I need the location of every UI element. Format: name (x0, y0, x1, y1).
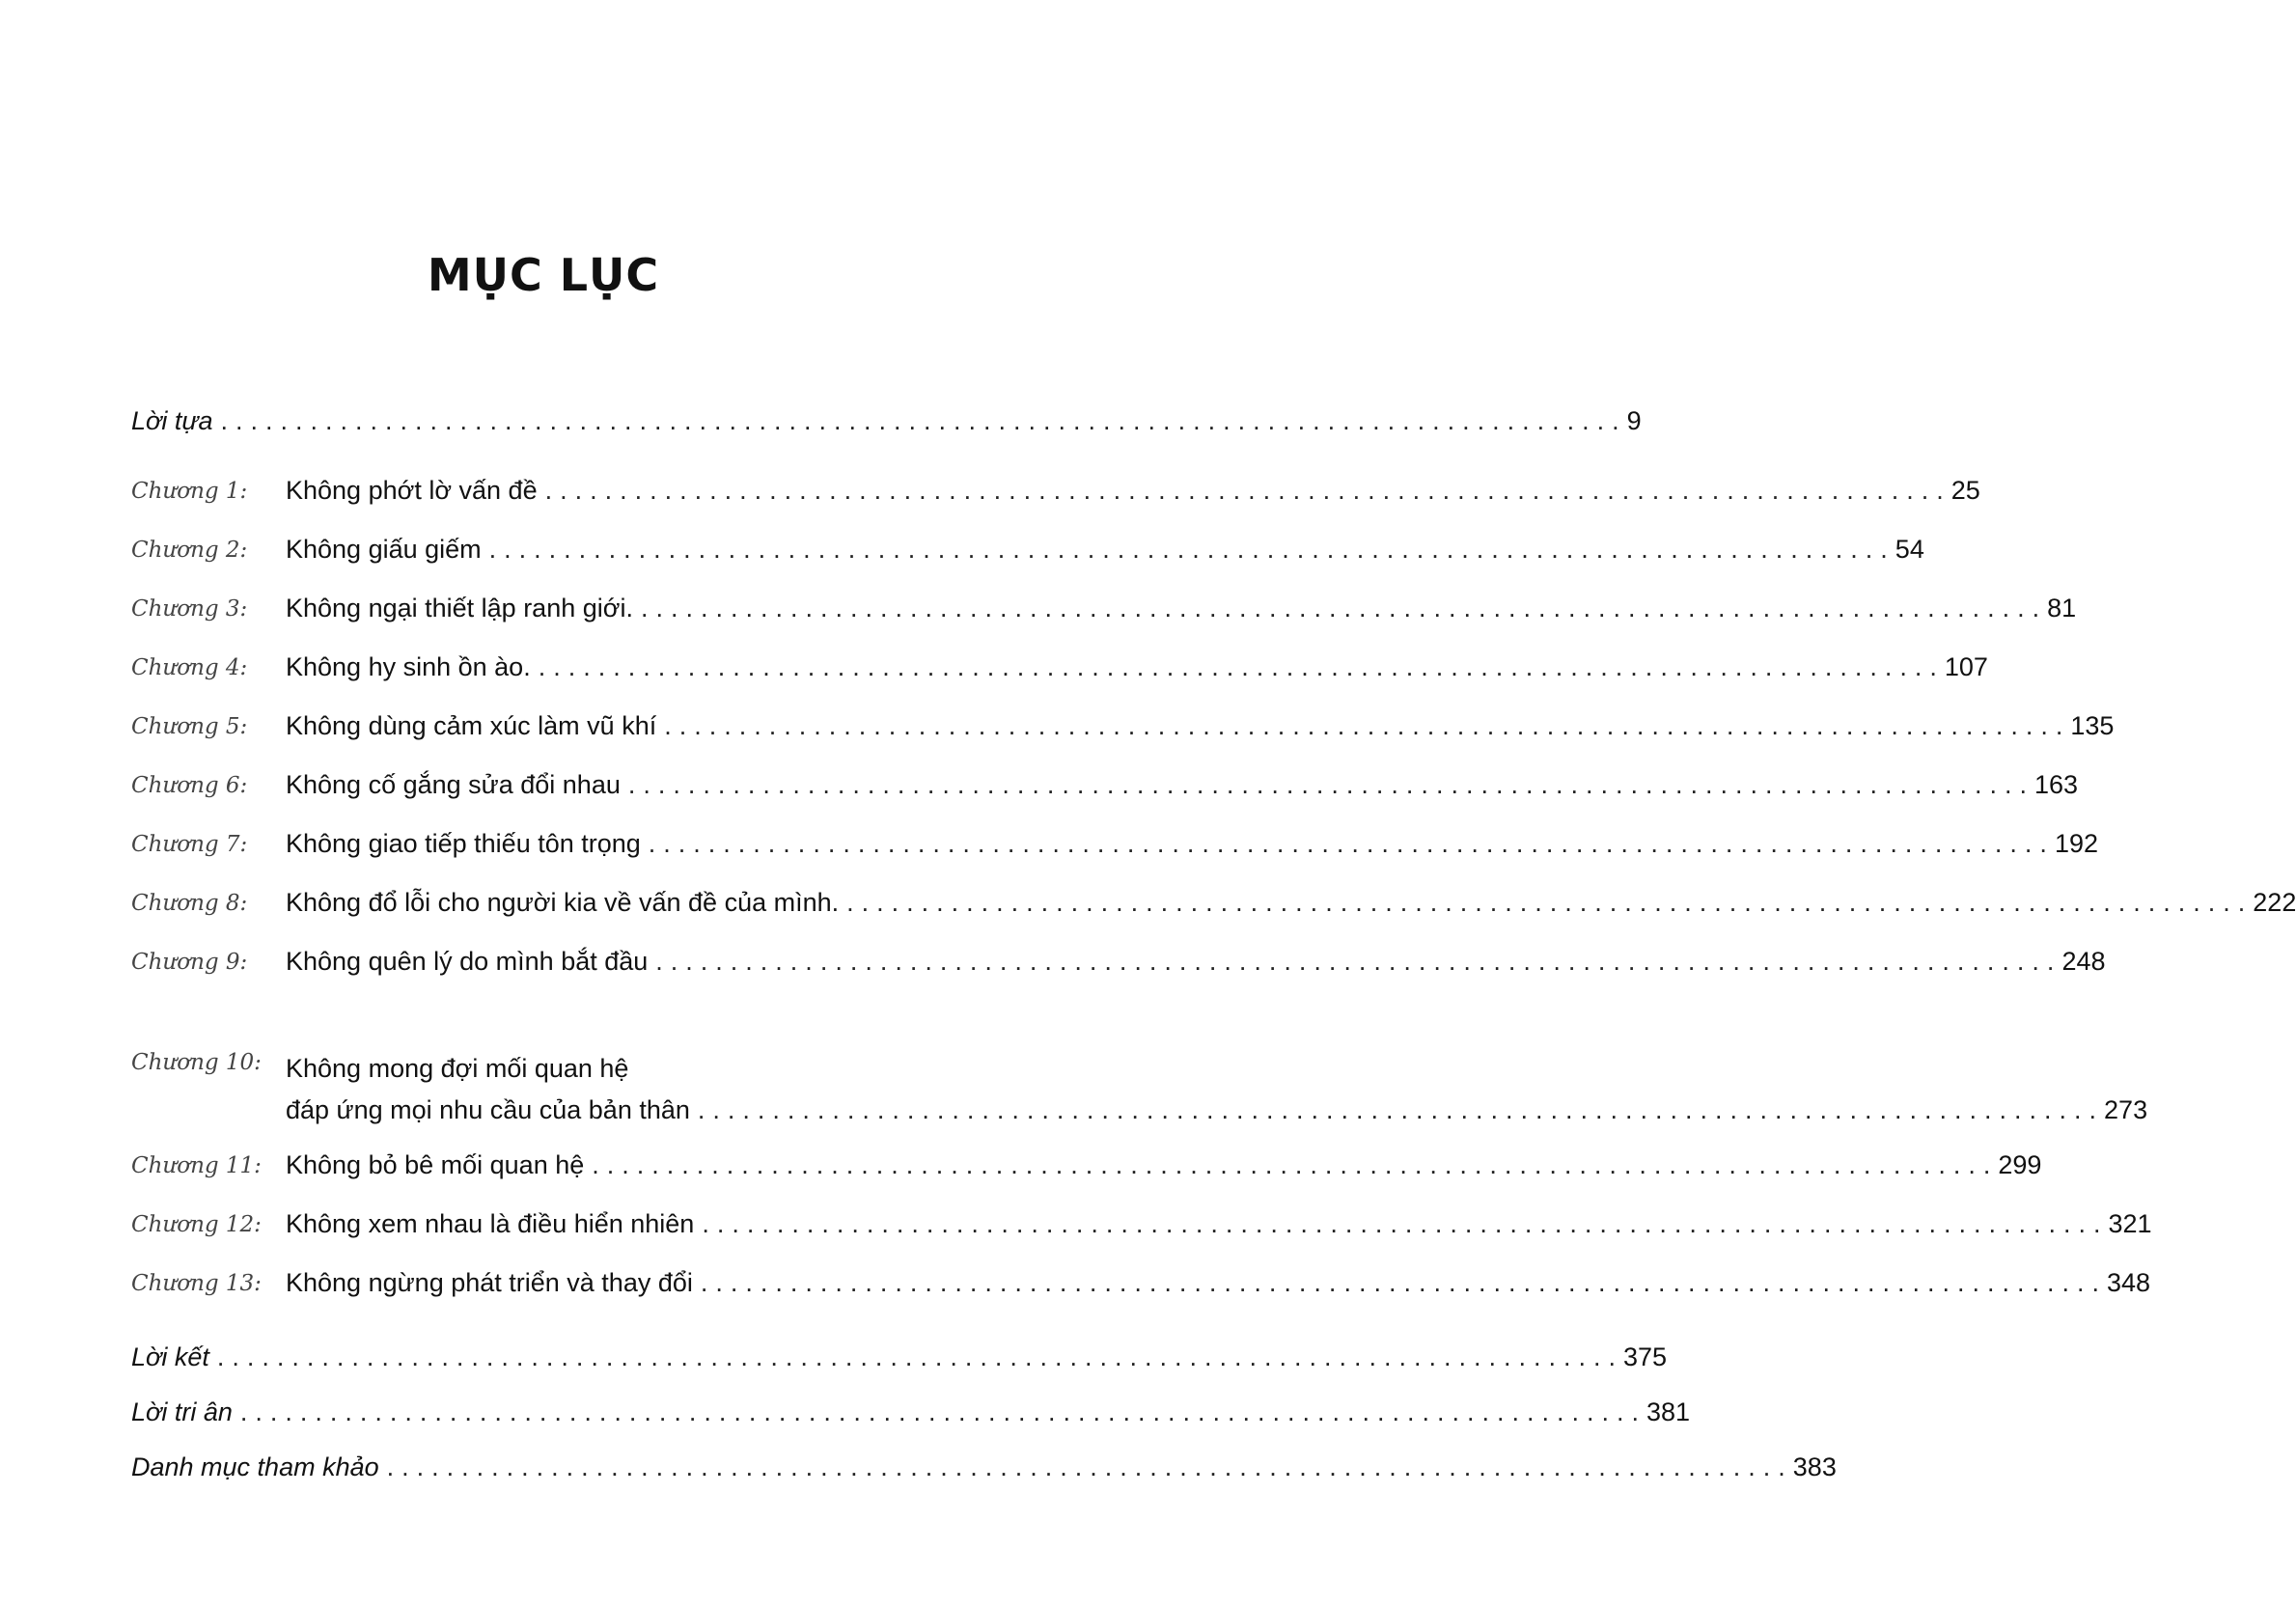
toc-entry-title: Không giao tiếp thiếu tôn trọng (286, 829, 641, 858)
toc-page-number: 375 (1623, 1342, 1668, 1371)
toc-page-number: 9 (1626, 406, 1642, 435)
toc-entry-title: Không bỏ bê mối quan hệ (286, 1150, 585, 1179)
toc-page-number: 381 (1646, 1397, 1691, 1426)
toc-entry-preface[interactable] (131, 398, 1642, 440)
chapter-label: Chương 12: (131, 1212, 262, 1237)
dot-leader: .............................................................................................. (216, 1342, 1623, 1371)
toc-page-number: 321 (2108, 1209, 2152, 1238)
dot-leader: .............................................................................................. (239, 1397, 1647, 1426)
toc-page-number: 54 (1895, 535, 1924, 564)
toc-entry-title: Không xem nhau là điều hiển nhiên (286, 1209, 695, 1238)
toc-entry-acknowledgements[interactable] (131, 1389, 1691, 1431)
toc-page-number: 81 (2047, 594, 2077, 622)
dot-leader: .............................................................................................. (697, 1095, 2105, 1124)
dot-leader: .............................................................................................. (664, 711, 2071, 740)
chapter-label: Chương 10: (131, 1050, 262, 1075)
toc-entry-chapter-3[interactable] (131, 585, 2077, 627)
toc-entry-references[interactable] (131, 1444, 1837, 1486)
toc-entry-title: Không cố gắng sửa đổi nhau (286, 770, 621, 799)
toc-page-number: 348 (2107, 1268, 2151, 1297)
toc-entry-title: Không giấu giếm (286, 535, 482, 564)
toc-page-number: 107 (1944, 652, 1988, 681)
dot-leader: .............................................................................................. (648, 829, 2055, 858)
chapter-label: Chương 6: (131, 773, 248, 798)
toc-entry-title: Không quên lý do mình bắt đầu (286, 947, 649, 976)
toc-entry-title: Không ngại thiết lập ranh giới. (286, 594, 633, 622)
dot-leader: .............................................................................................. (846, 888, 2254, 917)
toc-entry-chapter-7[interactable] (131, 820, 2098, 863)
dot-leader: .............................................................................................. (220, 406, 1627, 435)
toc-entry-title (286, 1054, 690, 1129)
toc-page-number: 135 (2070, 711, 2115, 740)
chapter-label: Chương 4: (131, 655, 248, 680)
toc-page-number: 273 (2104, 1095, 2148, 1124)
toc-page-number: 192 (2054, 829, 2098, 858)
toc-entry-chapter-11[interactable] (131, 1142, 2042, 1184)
chapter-label: Chương 13: (131, 1271, 262, 1296)
chapter-label: Chương 11: (131, 1153, 262, 1178)
dot-leader: .............................................................................................. (538, 652, 1945, 681)
dot-leader: .............................................................................................. (488, 535, 1895, 564)
dot-leader: .............................................................................................. (640, 594, 2048, 622)
chapter-label: Chương 2: (131, 538, 248, 563)
toc-entry-title: Không ngừng phát triển và thay đổi (286, 1268, 693, 1297)
toc-entry-title: Không dùng cảm xúc làm vũ khí (286, 711, 657, 740)
toc-entry-title-line-1: Không mong đợi mối quan hệ (286, 1054, 629, 1083)
chapter-label: Chương 7: (131, 832, 248, 857)
dot-leader: .............................................................................................. (627, 770, 2034, 799)
toc-entry-chapter-8[interactable] (131, 879, 2296, 922)
toc-entry-afterword[interactable] (131, 1334, 1668, 1376)
page-title: MỤC LỤC (427, 249, 660, 301)
toc-entry-title: Lời tựa (131, 406, 213, 435)
toc-entry-chapter-4[interactable] (131, 644, 1988, 686)
toc-page-number: 163 (2034, 770, 2079, 799)
dot-leader: .............................................................................................. (700, 1268, 2108, 1297)
toc-entry-chapter-5[interactable] (131, 703, 2115, 745)
toc-entry-chapter-12[interactable] (131, 1201, 2152, 1243)
dot-leader: .............................................................................................. (386, 1452, 1793, 1481)
toc-entry-chapter-6[interactable] (131, 761, 2079, 804)
toc-page-number: 383 (1792, 1452, 1837, 1481)
toc-entry-chapter-10[interactable] (131, 1040, 2148, 1129)
toc-entry-chapter-1[interactable] (131, 467, 1980, 510)
chapter-label: Chương 9: (131, 950, 248, 975)
toc-entry-title: Không đổ lỗi cho người kia về vấn đề của mình. (286, 888, 840, 917)
toc-page-number: 248 (2061, 947, 2106, 976)
toc-page-number: 222 (2253, 888, 2296, 917)
toc-entry-chapter-13[interactable] (131, 1259, 2151, 1302)
chapter-label: Chương 3: (131, 596, 248, 622)
toc-page-number: 25 (1950, 476, 1980, 505)
toc-entry-chapter-9[interactable] (131, 938, 2106, 981)
dot-leader: .............................................................................................. (702, 1209, 2109, 1238)
toc-entry-title: Danh mục tham khảo (131, 1452, 379, 1481)
toc-entry-title: Lời kết (131, 1342, 209, 1371)
chapter-label: Chương 1: (131, 479, 248, 504)
toc-entry-title: Không phớt lờ vấn đề (286, 476, 538, 505)
chapter-label: Chương 8: (131, 891, 248, 916)
dot-leader: .............................................................................................. (592, 1150, 1999, 1179)
toc-entry-title-line-2: đáp ứng mọi nhu cầu của bản thân (286, 1095, 690, 1124)
dot-leader: .............................................................................................. (655, 947, 2062, 976)
toc-entry-title: Lời tri ân (131, 1397, 233, 1426)
dot-leader: .............................................................................................. (544, 476, 1951, 505)
toc-page-number: 299 (1998, 1150, 2042, 1179)
toc-entry-title: Không hy sinh ồn ào. (286, 652, 531, 681)
toc-entry-chapter-2[interactable] (131, 526, 1924, 568)
chapter-label: Chương 5: (131, 714, 248, 739)
